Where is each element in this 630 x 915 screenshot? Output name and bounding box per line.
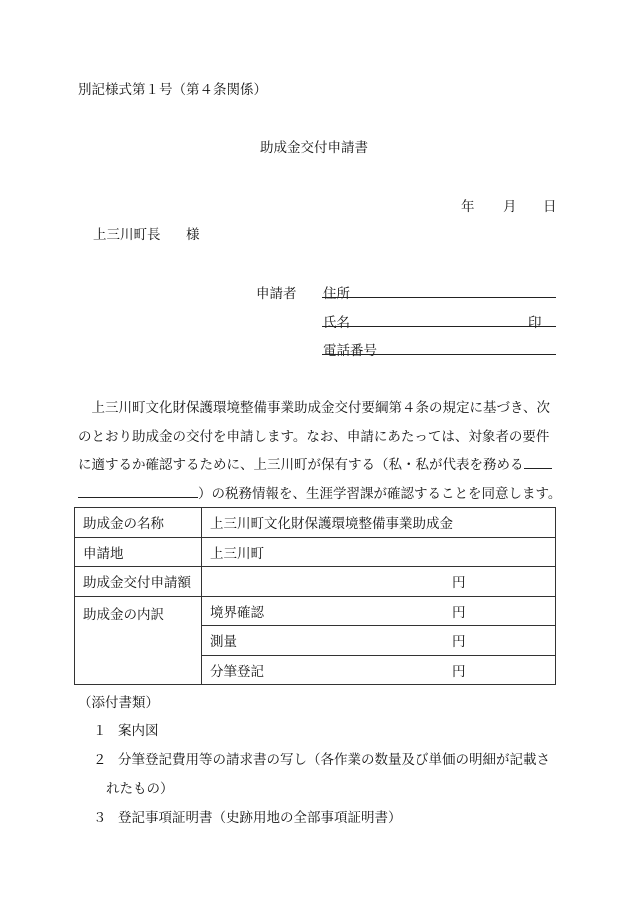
attachment-text: 案内図 [118,723,159,739]
breakdown-boundary[interactable] [202,596,556,626]
body-line-3 [78,451,558,480]
location-value: 上三川町 [202,537,556,567]
body-line-1: 上三川町文化財保護環境整備事業助成金交付要綱第４条の規定に基づき、次 [78,400,550,416]
attachment-num: ２ [93,752,107,768]
attachment-text: 分筆登記費用等の請求書の写し（各作業の数量及び単価の明細が記載さ [118,752,550,768]
yen-unit: 円 [452,575,466,592]
body-line-4 [78,480,562,509]
form-label: 別記様式第１号（第４条関係） [78,82,267,98]
date-day: 日 [543,199,557,215]
phone-field[interactable] [322,354,556,355]
breakdown-label: 助成金の内訳 [75,596,202,685]
amount-field[interactable] [202,567,556,597]
yen-unit: 円 [452,604,466,621]
address-label: 住所 [323,286,350,302]
location-label: 申請地 [75,537,202,567]
breakdown-item-label: 分筆登記 [210,663,264,680]
body-line-2: のとおり助成金の交付を申請します。なお、申請にあたっては、対象者の要件 [78,428,550,445]
table-row [75,537,556,567]
application-table [74,507,556,685]
body-line-3-text: に適するか確認するために、上三川町が保有する（私・私が代表を務める [78,457,524,473]
date-year: 年 [461,199,475,215]
consent-statement [78,394,562,508]
attachment-num: １ [93,723,107,739]
yen-unit: 円 [452,634,466,651]
name-label: 氏名 [323,315,350,331]
page-title: 助成金交付申請書 [260,140,368,156]
breakdown-subdivision[interactable] [202,655,556,685]
table-row [75,508,556,538]
body-line-4-text: ）の税務情報を、生涯学習課が確認することを同意します。 [198,485,562,502]
grant-name-value: 上三川町文化財保護環境整備事業助成金 [202,508,556,538]
name-field[interactable] [322,326,556,327]
attachment-num: ３ [93,810,107,826]
representative-blank-2[interactable] [78,484,198,498]
table-row [75,567,556,597]
applicant-label: 申請者 [256,286,297,302]
phone-label: 電話番号 [323,343,377,359]
amount-label: 助成金交付申請額 [75,567,202,597]
addressee-name: 上三川町長 [93,227,161,243]
seal-mark: 印 [528,315,542,331]
representative-blank-1[interactable] [524,455,552,469]
attachments-heading: （添付書類） [78,695,159,711]
address-field[interactable] [322,297,556,298]
date-month: 月 [503,199,517,215]
breakdown-survey[interactable] [202,626,556,656]
grant-name-label: 助成金の名称 [75,508,202,538]
addressee-honorific: 様 [186,227,200,243]
breakdown-item-label: 境界確認 [210,604,264,621]
attachment-text-cont: れたもの） [106,781,174,797]
yen-unit: 円 [452,663,466,680]
attachment-text: 登記事項証明書（史跡用地の全部事項証明書） [118,810,402,826]
table-row [75,596,556,626]
breakdown-item-label: 測量 [210,634,237,651]
